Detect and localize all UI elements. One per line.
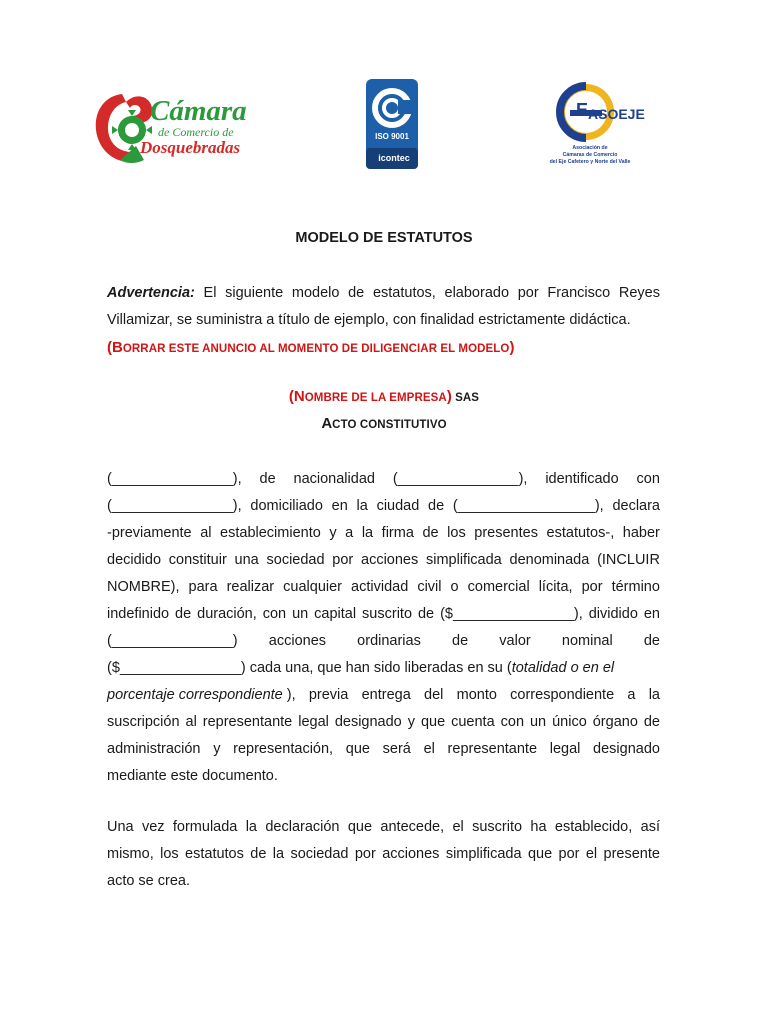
word: será xyxy=(382,741,411,757)
warning-paragraph xyxy=(107,280,660,363)
document-title: MODELO DE ESTATUTOS xyxy=(295,230,473,246)
p2-line xyxy=(107,841,660,868)
constitution-paragraph xyxy=(107,466,660,790)
word: suscrito xyxy=(472,819,523,835)
word: así xyxy=(640,819,660,835)
word: cuenta xyxy=(451,714,495,730)
word: acciones xyxy=(382,846,440,862)
word: presentes xyxy=(474,525,538,541)
word: de xyxy=(643,714,660,730)
icontec-brand-label: icontec xyxy=(378,153,410,163)
word: comercial xyxy=(467,579,530,595)
company-name-heading: (NOMBRE DE LA EMPRESA) SAS xyxy=(288,388,480,405)
word: decidido xyxy=(107,552,162,568)
word: por xyxy=(354,846,376,862)
camara-line3: Dosquebradas xyxy=(140,138,241,157)
p1-line xyxy=(107,601,660,628)
word: simplificada xyxy=(426,552,502,568)
word: NOMBRE), xyxy=(107,579,180,595)
word: ciudad xyxy=(376,498,420,514)
word: un xyxy=(292,606,309,622)
word: denominada xyxy=(509,552,590,568)
p1-line xyxy=(107,574,660,601)
word: en xyxy=(331,498,348,514)
word: sociedad xyxy=(290,846,349,862)
word: representación, xyxy=(233,741,334,757)
word: una xyxy=(234,552,259,568)
word: formulada xyxy=(172,819,238,835)
word: por xyxy=(581,579,603,595)
word: y xyxy=(213,741,221,757)
word: de xyxy=(417,606,435,622)
word: representante xyxy=(447,741,538,757)
word: con xyxy=(500,714,525,730)
word: al xyxy=(185,714,197,730)
word: con xyxy=(636,471,660,487)
word: y xyxy=(329,525,337,541)
svg-text:E: E xyxy=(576,100,589,120)
warning-label: Advertencia: xyxy=(107,285,195,301)
word: representante xyxy=(202,714,293,730)
word: -previamente xyxy=(107,525,192,541)
word: lícita, xyxy=(538,579,573,595)
word: suscrito xyxy=(362,606,413,622)
word: duración, xyxy=(197,606,257,622)
asoeje-line2: Cámaras de Comercio xyxy=(562,152,618,158)
word: en xyxy=(643,606,660,622)
asoeje-logo xyxy=(546,82,645,174)
asoeje-line3: del Eje Cafetero y Norte del Valle xyxy=(549,159,631,165)
word: la xyxy=(361,525,374,541)
word: órgano xyxy=(592,714,638,730)
word: el xyxy=(452,819,464,835)
word: de xyxy=(452,633,469,649)
p1-line: mediante este documento. xyxy=(107,768,278,784)
word: designado xyxy=(334,714,402,730)
word: un xyxy=(529,714,547,730)
word: legal xyxy=(298,714,329,730)
p1-line xyxy=(107,547,660,574)
word: de xyxy=(422,525,439,541)
word: sociedad xyxy=(266,552,325,568)
word: domiciliado xyxy=(250,498,323,514)
word: acciones xyxy=(361,552,419,568)
p2-line: acto se crea. xyxy=(107,873,191,889)
word: con xyxy=(262,606,287,622)
p1-line xyxy=(107,520,660,547)
word: (_______________) xyxy=(107,633,238,649)
word: mismo, xyxy=(107,846,154,862)
p1-line xyxy=(107,628,660,655)
word: nacionalidad xyxy=(293,471,375,487)
p1-line: ($_______________) cada una, que han sido liberadas en su (totalidad o en el xyxy=(107,660,615,676)
word: realizar xyxy=(226,579,275,595)
word: el xyxy=(585,846,598,862)
word: estatutos xyxy=(185,846,244,862)
asoeje-name: ASOEJE xyxy=(588,106,645,122)
word: los xyxy=(447,525,466,541)
p1-line xyxy=(107,736,660,763)
word: establecimiento xyxy=(220,525,321,541)
word: Una xyxy=(107,819,134,835)
word: vez xyxy=(141,819,165,835)
word: la xyxy=(356,498,368,514)
word: presente xyxy=(603,846,660,862)
word: de xyxy=(175,606,192,622)
act-heading: ACTO CONSTITUTIVO xyxy=(321,415,447,432)
word: antecede, xyxy=(380,819,445,835)
word: capital xyxy=(314,606,357,622)
word: de xyxy=(643,633,660,649)
word: que xyxy=(420,714,446,730)
warning-text: El siguiente modelo de estatutos, elaborado por Francisco Reyes Villamizar, se suministra a título de ejemplo, con finalidad estrictamente didáctica. xyxy=(107,285,660,328)
word: estatutos-, xyxy=(546,525,615,541)
word: valor xyxy=(499,633,531,649)
word: acciones xyxy=(268,633,327,649)
camara-word: Cámara xyxy=(150,95,247,127)
word: de xyxy=(428,498,445,514)
word: por xyxy=(558,846,580,862)
word: de xyxy=(259,471,276,487)
word: el xyxy=(423,741,435,757)
word: dividido xyxy=(588,606,638,622)
word: declaración xyxy=(265,819,340,835)
word: a xyxy=(345,525,354,541)
word: civil xyxy=(417,579,442,595)
word: por xyxy=(332,552,354,568)
word: (_________________), xyxy=(452,498,604,514)
word: actividad xyxy=(351,579,409,595)
statutes-paragraph xyxy=(107,814,660,895)
word: cualquier xyxy=(283,579,343,595)
word: legal xyxy=(549,741,581,757)
word: declara xyxy=(612,498,660,514)
word: que xyxy=(527,846,553,862)
asoeje-line1: Asociación de xyxy=(572,145,608,151)
p2-line xyxy=(107,814,660,841)
word: (INCLUIR xyxy=(597,552,660,568)
word: para xyxy=(188,579,218,595)
word: simplificada xyxy=(445,846,522,862)
word: la xyxy=(245,819,257,835)
word: firma xyxy=(381,525,414,541)
word: término xyxy=(611,579,660,595)
word: establecido, xyxy=(554,819,633,835)
word: designado xyxy=(593,741,660,757)
camara-comercio-logo xyxy=(92,86,264,168)
camara-line2: de Comercio de xyxy=(158,125,234,139)
p1-line: porcentaje correspondiente ), previa entrega del monto correspondiente a la xyxy=(107,687,660,703)
word: de xyxy=(250,846,267,862)
word: que xyxy=(345,741,370,757)
word: al xyxy=(200,525,212,541)
word: los xyxy=(160,846,179,862)
p1-line xyxy=(107,493,660,520)
word: haber xyxy=(622,525,660,541)
word: que xyxy=(347,819,373,835)
word: ($_______________), xyxy=(440,606,583,622)
word: suscripción xyxy=(107,714,180,730)
word: único xyxy=(552,714,587,730)
iso-9001-icontec-logo xyxy=(365,78,419,170)
word: y xyxy=(407,714,415,730)
word: constituir xyxy=(168,552,227,568)
word: identificado xyxy=(545,471,619,487)
word: (_______________), xyxy=(107,471,242,487)
p1-line xyxy=(107,709,660,736)
word: (_______________), xyxy=(107,498,242,514)
word: ordinarias xyxy=(357,633,421,649)
p1-line xyxy=(107,466,660,493)
delete-notice: (BORRAR ESTE ANUNCIO AL MOMENTO DE DILIGENCIAR EL MODELO) xyxy=(107,339,515,356)
word: la xyxy=(272,846,285,862)
word: indefinido xyxy=(107,606,170,622)
word: ha xyxy=(530,819,547,835)
iso-cert-label: ISO 9001 xyxy=(375,132,409,141)
word: administración xyxy=(107,741,201,757)
word: (_______________), xyxy=(392,471,528,487)
word: o xyxy=(450,579,459,595)
word: nominal xyxy=(561,633,613,649)
